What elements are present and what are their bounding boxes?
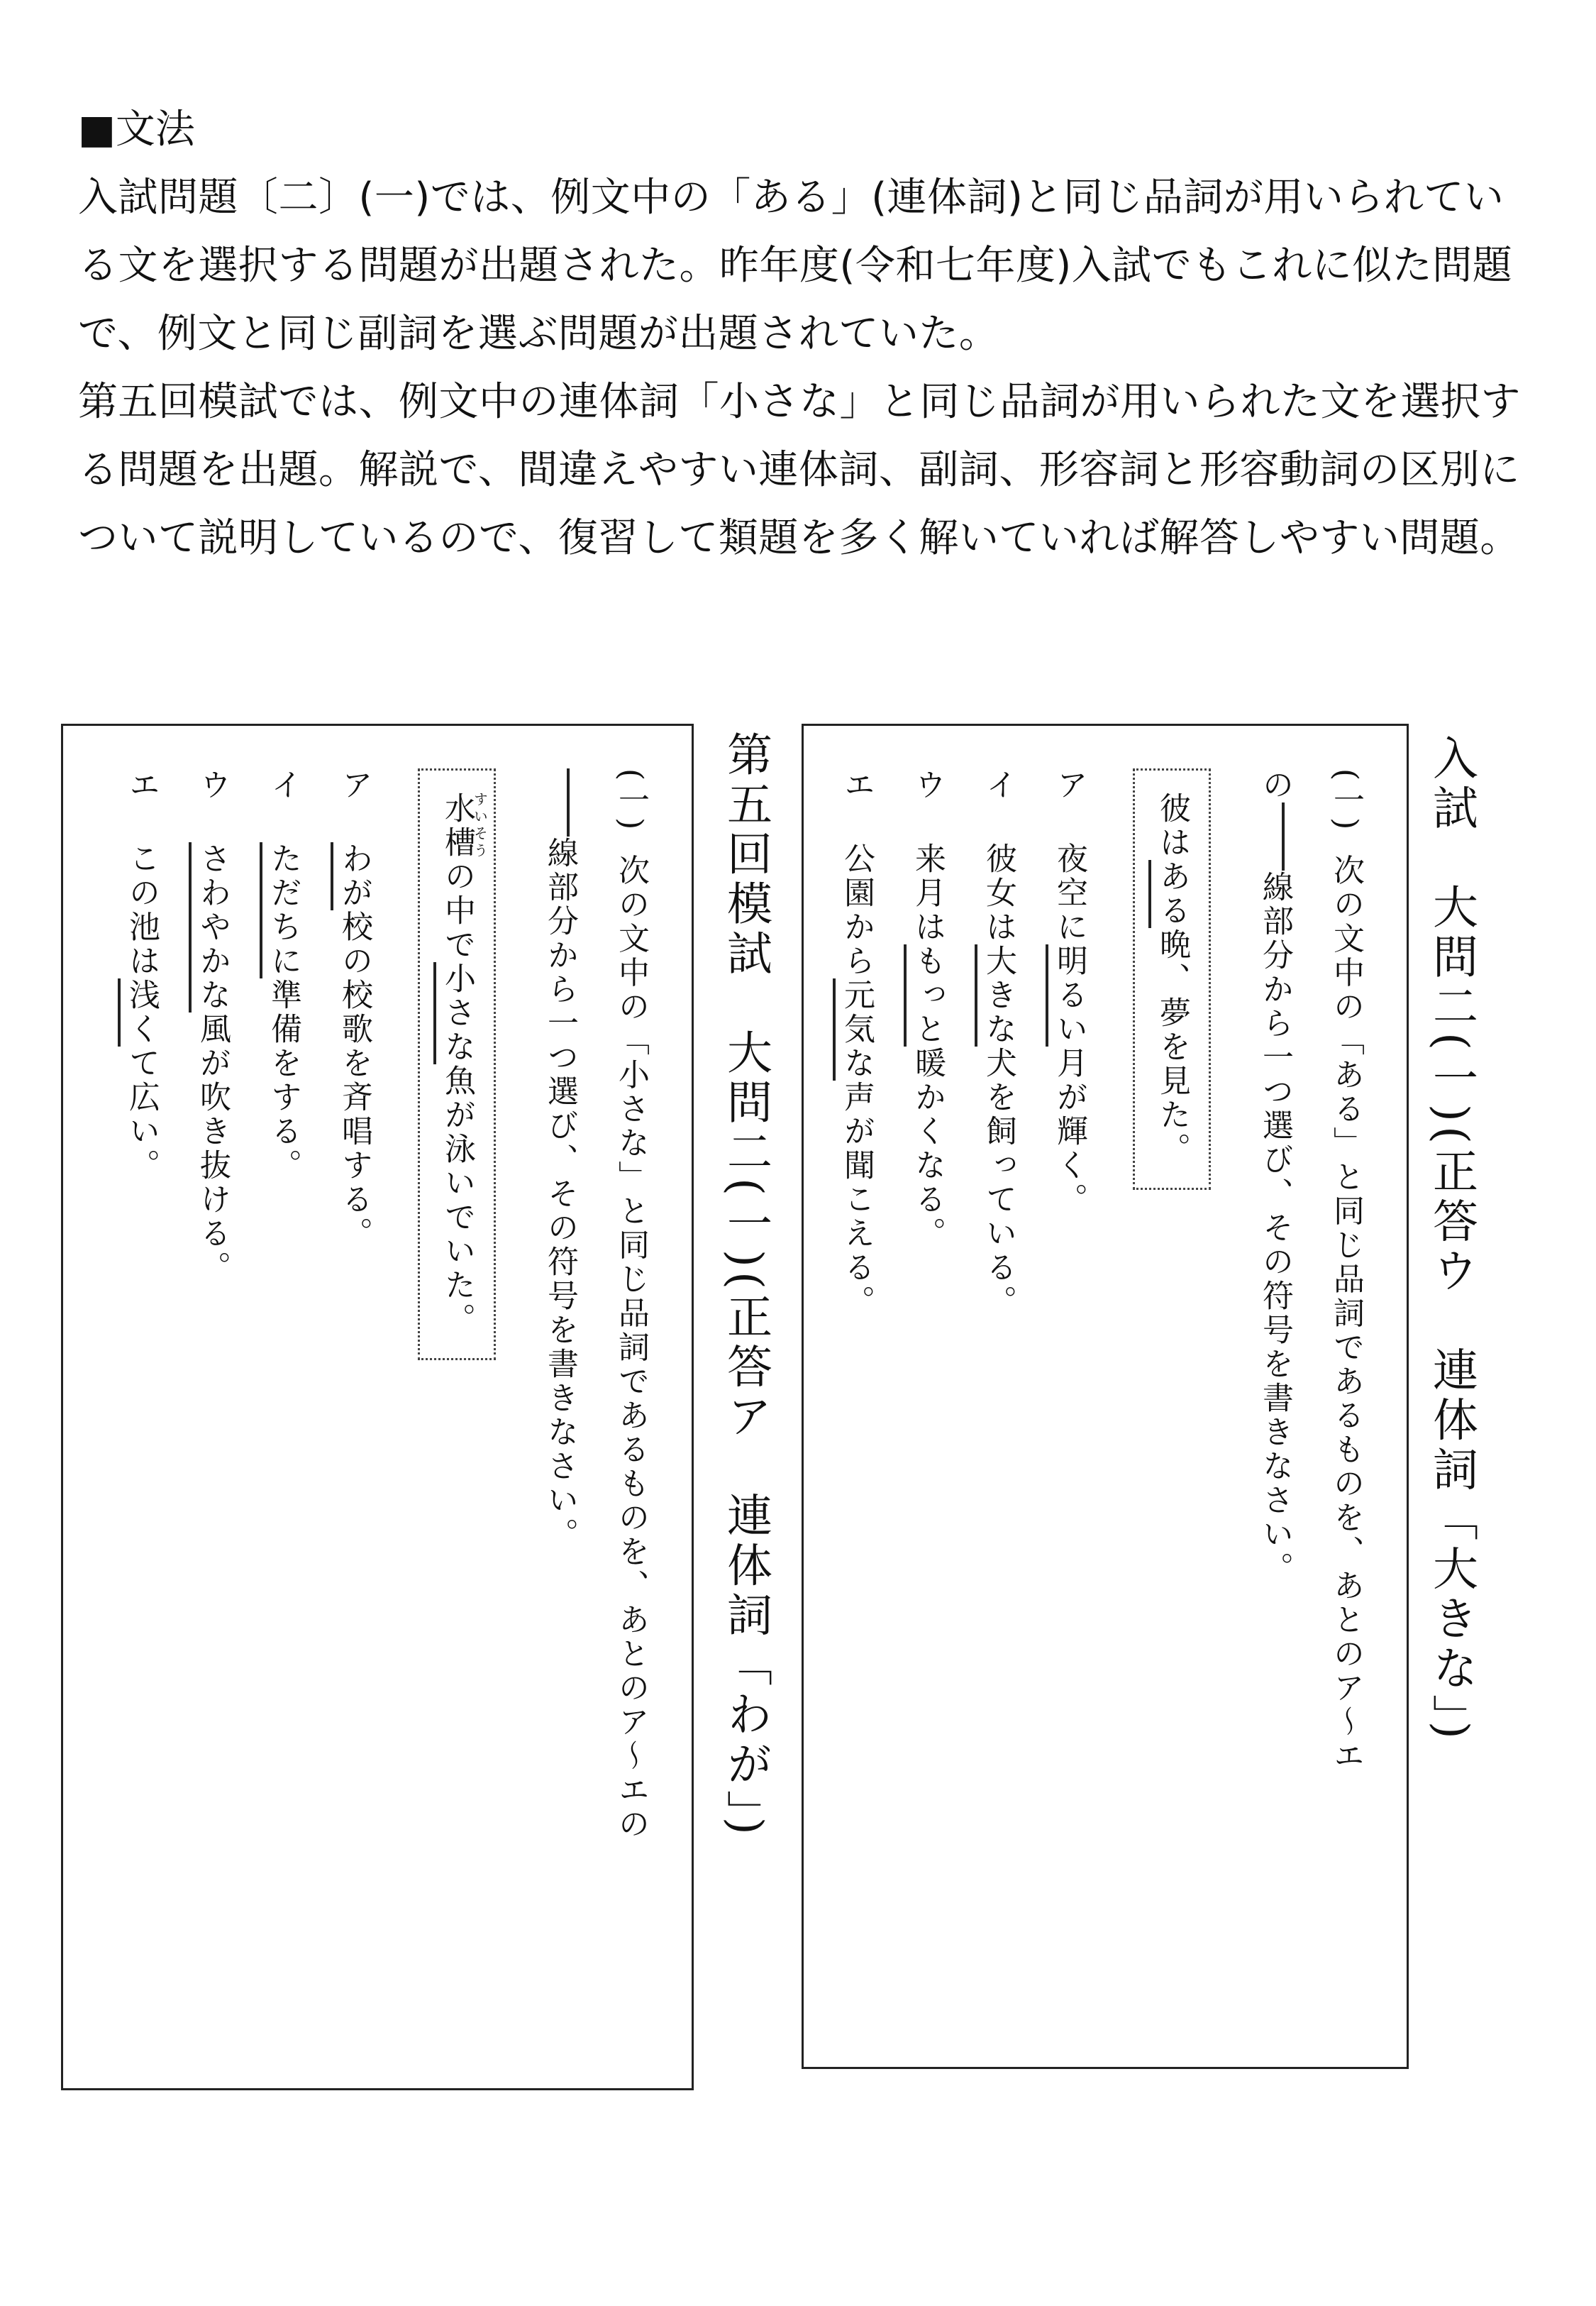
exam-instruction-line-2 <box>1239 768 1310 2039</box>
mock-option-e <box>106 768 177 2060</box>
option-mark: イ <box>265 768 301 802</box>
exam-option-e <box>821 768 892 2039</box>
intro-section <box>78 96 1539 573</box>
mock-instruction-line-2 <box>524 768 595 2060</box>
example-ruby <box>439 792 489 860</box>
option-before: この池は <box>123 842 160 978</box>
option-before: 彼女は <box>980 842 1016 944</box>
exam-question-body <box>821 768 1381 2039</box>
example-after: 魚が泳いでいた。 <box>439 1064 475 1337</box>
ruby-text: すいそう <box>471 792 489 860</box>
underline-dash <box>567 768 570 837</box>
question-number: (一) <box>1328 768 1364 833</box>
option-after: 準備をする。 <box>265 978 301 1183</box>
option-after: 校の校歌を斉唱する。 <box>336 910 372 1251</box>
option-target: わが <box>331 842 372 910</box>
example-target: 小さな <box>433 962 475 1064</box>
option-target: 大きな <box>975 944 1016 1047</box>
example-after: 晩、夢を見た。 <box>1154 928 1190 1166</box>
option-after: 暖かくなる。 <box>909 1047 946 1251</box>
option-mark: ウ <box>909 768 946 802</box>
option-mark: ウ <box>194 768 231 802</box>
option-before: 夜空に <box>1051 842 1087 944</box>
underline-dash <box>1282 802 1285 871</box>
example-before: の中で <box>439 860 475 962</box>
option-mark: エ <box>123 768 160 802</box>
exam-question-box <box>802 724 1409 2069</box>
exam-option-u <box>892 768 963 2039</box>
exam-example-sentence <box>1133 768 1211 1190</box>
mock-instruction-line-1 <box>595 768 666 2060</box>
mock-question-box <box>61 724 694 2090</box>
exam-instruction-line-1 <box>1310 768 1381 2039</box>
intro-paragraph-2: 第五回模試では、例文中の連体詞「小さな」と同じ品詞が用いられた文を選択する問題を出題。解説で、間違えやすい連体詞、副詞、形容詞と形容動詞の区別について説明しているので、復習して類題を多く解いていれば解答しやすい問題。 <box>78 379 1521 561</box>
mock-instruction-text-1: 次の文中の「小さな」と同じ品詞であるものを、あとのア～エの <box>613 854 649 1842</box>
option-mark: ア <box>1051 768 1087 802</box>
option-mark: イ <box>980 768 1016 802</box>
exam-label: 入試 大問二(一)(正答ウ 連体詞「大きな」) <box>1425 734 1478 1743</box>
option-after: 月が輝く。 <box>1051 1047 1087 1217</box>
mock-question-body <box>106 768 666 2060</box>
option-target: 明るい <box>1046 944 1087 1047</box>
option-before: 来月は <box>909 842 946 944</box>
option-after: 風が吹き抜ける。 <box>194 1013 231 1285</box>
ruby-base: 水槽 <box>439 792 475 860</box>
exam-instruction-text-1: 次の文中の「ある」と同じ品詞であるものを、あとのア～エ <box>1328 854 1364 1774</box>
option-target: もっと <box>904 944 946 1047</box>
mock-option-i <box>248 768 318 2060</box>
mock-instruction-text-2: 線部分から一つ選び、その符号を書きなさい。 <box>542 837 578 1552</box>
option-after: て広い。 <box>123 1047 160 1183</box>
option-after: 犬を飼っている。 <box>980 1047 1016 1319</box>
option-target: ただちに <box>260 842 301 978</box>
exam-instruction-text-2: 線部分から一つ選び、その符号を書きなさい。 <box>1257 871 1293 1586</box>
example-target: ある <box>1148 860 1190 928</box>
option-mark: ア <box>336 768 372 802</box>
option-after: 声が聞こえる。 <box>838 1081 875 1319</box>
exam-option-i <box>963 768 1033 2039</box>
option-target: 浅く <box>118 978 160 1047</box>
exam-option-a <box>1033 768 1104 2039</box>
option-target: 元気な <box>833 978 875 1081</box>
section-heading: ■文法 <box>78 106 195 153</box>
option-before: 公園から <box>838 842 875 978</box>
example-before: 彼は <box>1154 792 1190 860</box>
option-mark: エ <box>838 768 875 802</box>
exam-instruction-no: の <box>1257 768 1293 802</box>
option-target: さわやかな <box>189 842 231 1013</box>
mock-option-a <box>318 768 389 2060</box>
intro-paragraph-1: 入試問題〔二〕(一)では、例文中の「ある」(連体詞)と同じ品詞が用いられている文を選択する問題が出題された。昨年度(令和七年度)入試でもこれに似た問題で、例文と同じ副詞を選ぶ問題が出題されていた。 <box>78 175 1513 357</box>
mock-option-u <box>177 768 248 2060</box>
mock-label: 第五回模試 大問二(一)(正答ア 連体詞「わが」) <box>719 731 772 1839</box>
question-number: (一) <box>613 768 649 833</box>
mock-example-sentence <box>418 768 496 1360</box>
